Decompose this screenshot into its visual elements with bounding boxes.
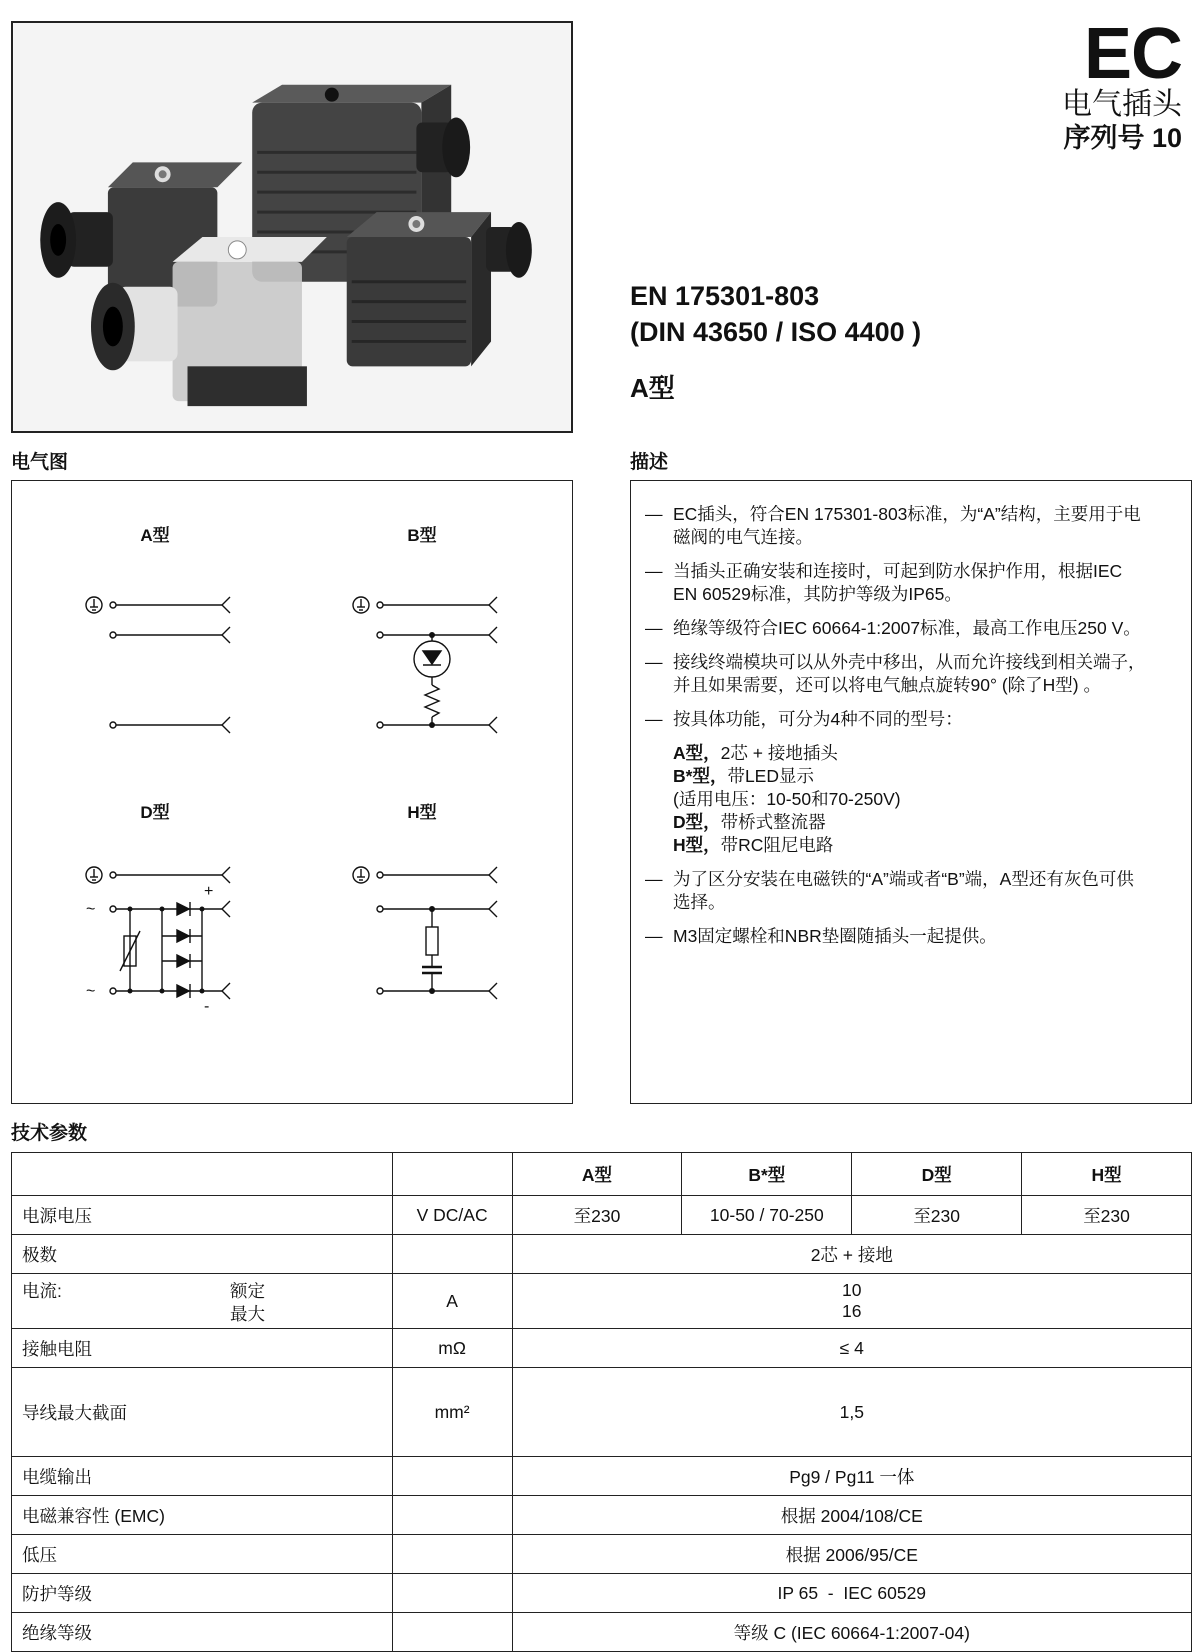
ac-symbol-bottom: ~	[86, 983, 96, 1000]
standard-line2: (DIN 43650 / ISO 4400 )	[630, 317, 922, 347]
connector-illustration	[13, 23, 571, 431]
variant-list	[673, 742, 1151, 857]
table-row: 电缆输出 Pg9 / Pg11 一体	[12, 1457, 1192, 1496]
description-item	[645, 651, 1151, 697]
variant-h: H型，带RC阻尼电路	[673, 835, 834, 855]
table-header-row	[12, 1153, 1192, 1196]
circuit-b	[353, 597, 497, 733]
description-item	[645, 868, 1151, 914]
col-type-b: B*型	[682, 1153, 852, 1196]
table-row: 防护等级 IP 65 - IEC 60529	[12, 1574, 1192, 1613]
diagram-label-d: D型	[140, 803, 170, 822]
description-text: 绝缘等级符合IEC 60664-1:2007标准，最高工作电压250 V。	[673, 618, 1141, 638]
table-row: 低压 根据 2006/95/CE	[12, 1535, 1192, 1574]
table-row: 电源电压 V DC/AC 至230 10-50 / 70-250 至230 至230	[12, 1196, 1192, 1235]
product-photo	[11, 21, 573, 433]
bullet-dash: —	[645, 561, 663, 581]
type-label: A型	[630, 373, 675, 403]
table-row: 电流: 额定 最大 A 10 16	[12, 1274, 1192, 1329]
diagram-svg	[12, 481, 572, 1103]
bullet-dash: —	[645, 869, 663, 889]
description-text: 当插头正确安装和连接时，可起到防水保护作用，根据IEC EN 60529标准，其防护等级为IP65。	[673, 561, 1123, 604]
standard-line1: EN 175301-803	[630, 281, 820, 311]
description-text: 为了区分安装在电磁铁的“A”端或者“B”端，A型还有灰色可供选择。	[673, 869, 1134, 912]
circuit-a	[86, 597, 230, 733]
bullet-dash: —	[645, 652, 663, 672]
electrical-diagram	[11, 480, 573, 1104]
table-row: 绝缘等级 等级 C (IEC 60664-1:2007-04)	[12, 1613, 1192, 1652]
bullet-dash: —	[645, 709, 663, 729]
col-type-a: A型	[512, 1153, 682, 1196]
description-item	[645, 503, 1151, 549]
specs-title: 技术参数	[11, 1123, 88, 1144]
table-row: 极数 2芯 + 接地	[12, 1235, 1192, 1274]
diagram-label-a: A型	[140, 526, 170, 545]
variant-b: B*型，带LED显示	[673, 766, 814, 786]
col-type-h: H型	[1022, 1153, 1192, 1196]
diagram-title: 电气图	[11, 452, 69, 473]
bullet-dash: —	[645, 926, 663, 946]
description-item	[645, 617, 1151, 640]
description-text: EC插头，符合EN 175301-803标准，为“A”结构，主要用于电磁阀的电气连接。	[673, 504, 1141, 547]
diagram-label-h: H型	[407, 803, 437, 822]
product-code: EC	[1083, 14, 1182, 94]
diagram-label-b: B型	[407, 526, 437, 545]
col-type-d: D型	[852, 1153, 1022, 1196]
description-title: 描述	[630, 452, 669, 473]
table-row: 导线最大截面 mm² 1,5	[12, 1368, 1192, 1457]
description-box	[630, 480, 1192, 1104]
product-series: 序列号 10	[1063, 123, 1182, 153]
variant-a: A型，2芯 + 接地插头	[673, 743, 838, 763]
brand-header	[1062, 14, 1182, 154]
description-item	[645, 708, 1151, 731]
circuit-h	[353, 867, 497, 999]
description-text: 按具体功能，可分为4种不同的型号：	[673, 709, 963, 729]
product-name: 电气插头	[1062, 88, 1182, 121]
table-row: 电磁兼容性 (EMC) 根据 2004/108/CE	[12, 1496, 1192, 1535]
minus-sign: -	[204, 998, 210, 1015]
description-item	[645, 925, 1151, 948]
description-item	[645, 560, 1151, 606]
bullet-dash: —	[645, 618, 663, 638]
plus-sign: +	[204, 883, 214, 900]
ac-symbol-top: ~	[86, 901, 96, 918]
standard-block	[630, 278, 921, 350]
bullet-dash: —	[645, 504, 663, 524]
variant-b-voltage: (适用电压：10-50和70-250V)	[673, 789, 901, 809]
table-row: 接触电阻 mΩ ≤ 4	[12, 1329, 1192, 1368]
specs-table	[11, 1152, 1192, 1652]
description-text: M3固定螺栓和NBR垫圈随插头一起提供。	[673, 926, 997, 946]
description-text: 接线终端模块可以从外壳中移出，从而允许接线到相关端子，并且如果需要，还可以将电气触点旋转90° (除了H型) 。	[673, 652, 1146, 695]
variant-d: D型，带桥式整流器	[673, 812, 826, 832]
